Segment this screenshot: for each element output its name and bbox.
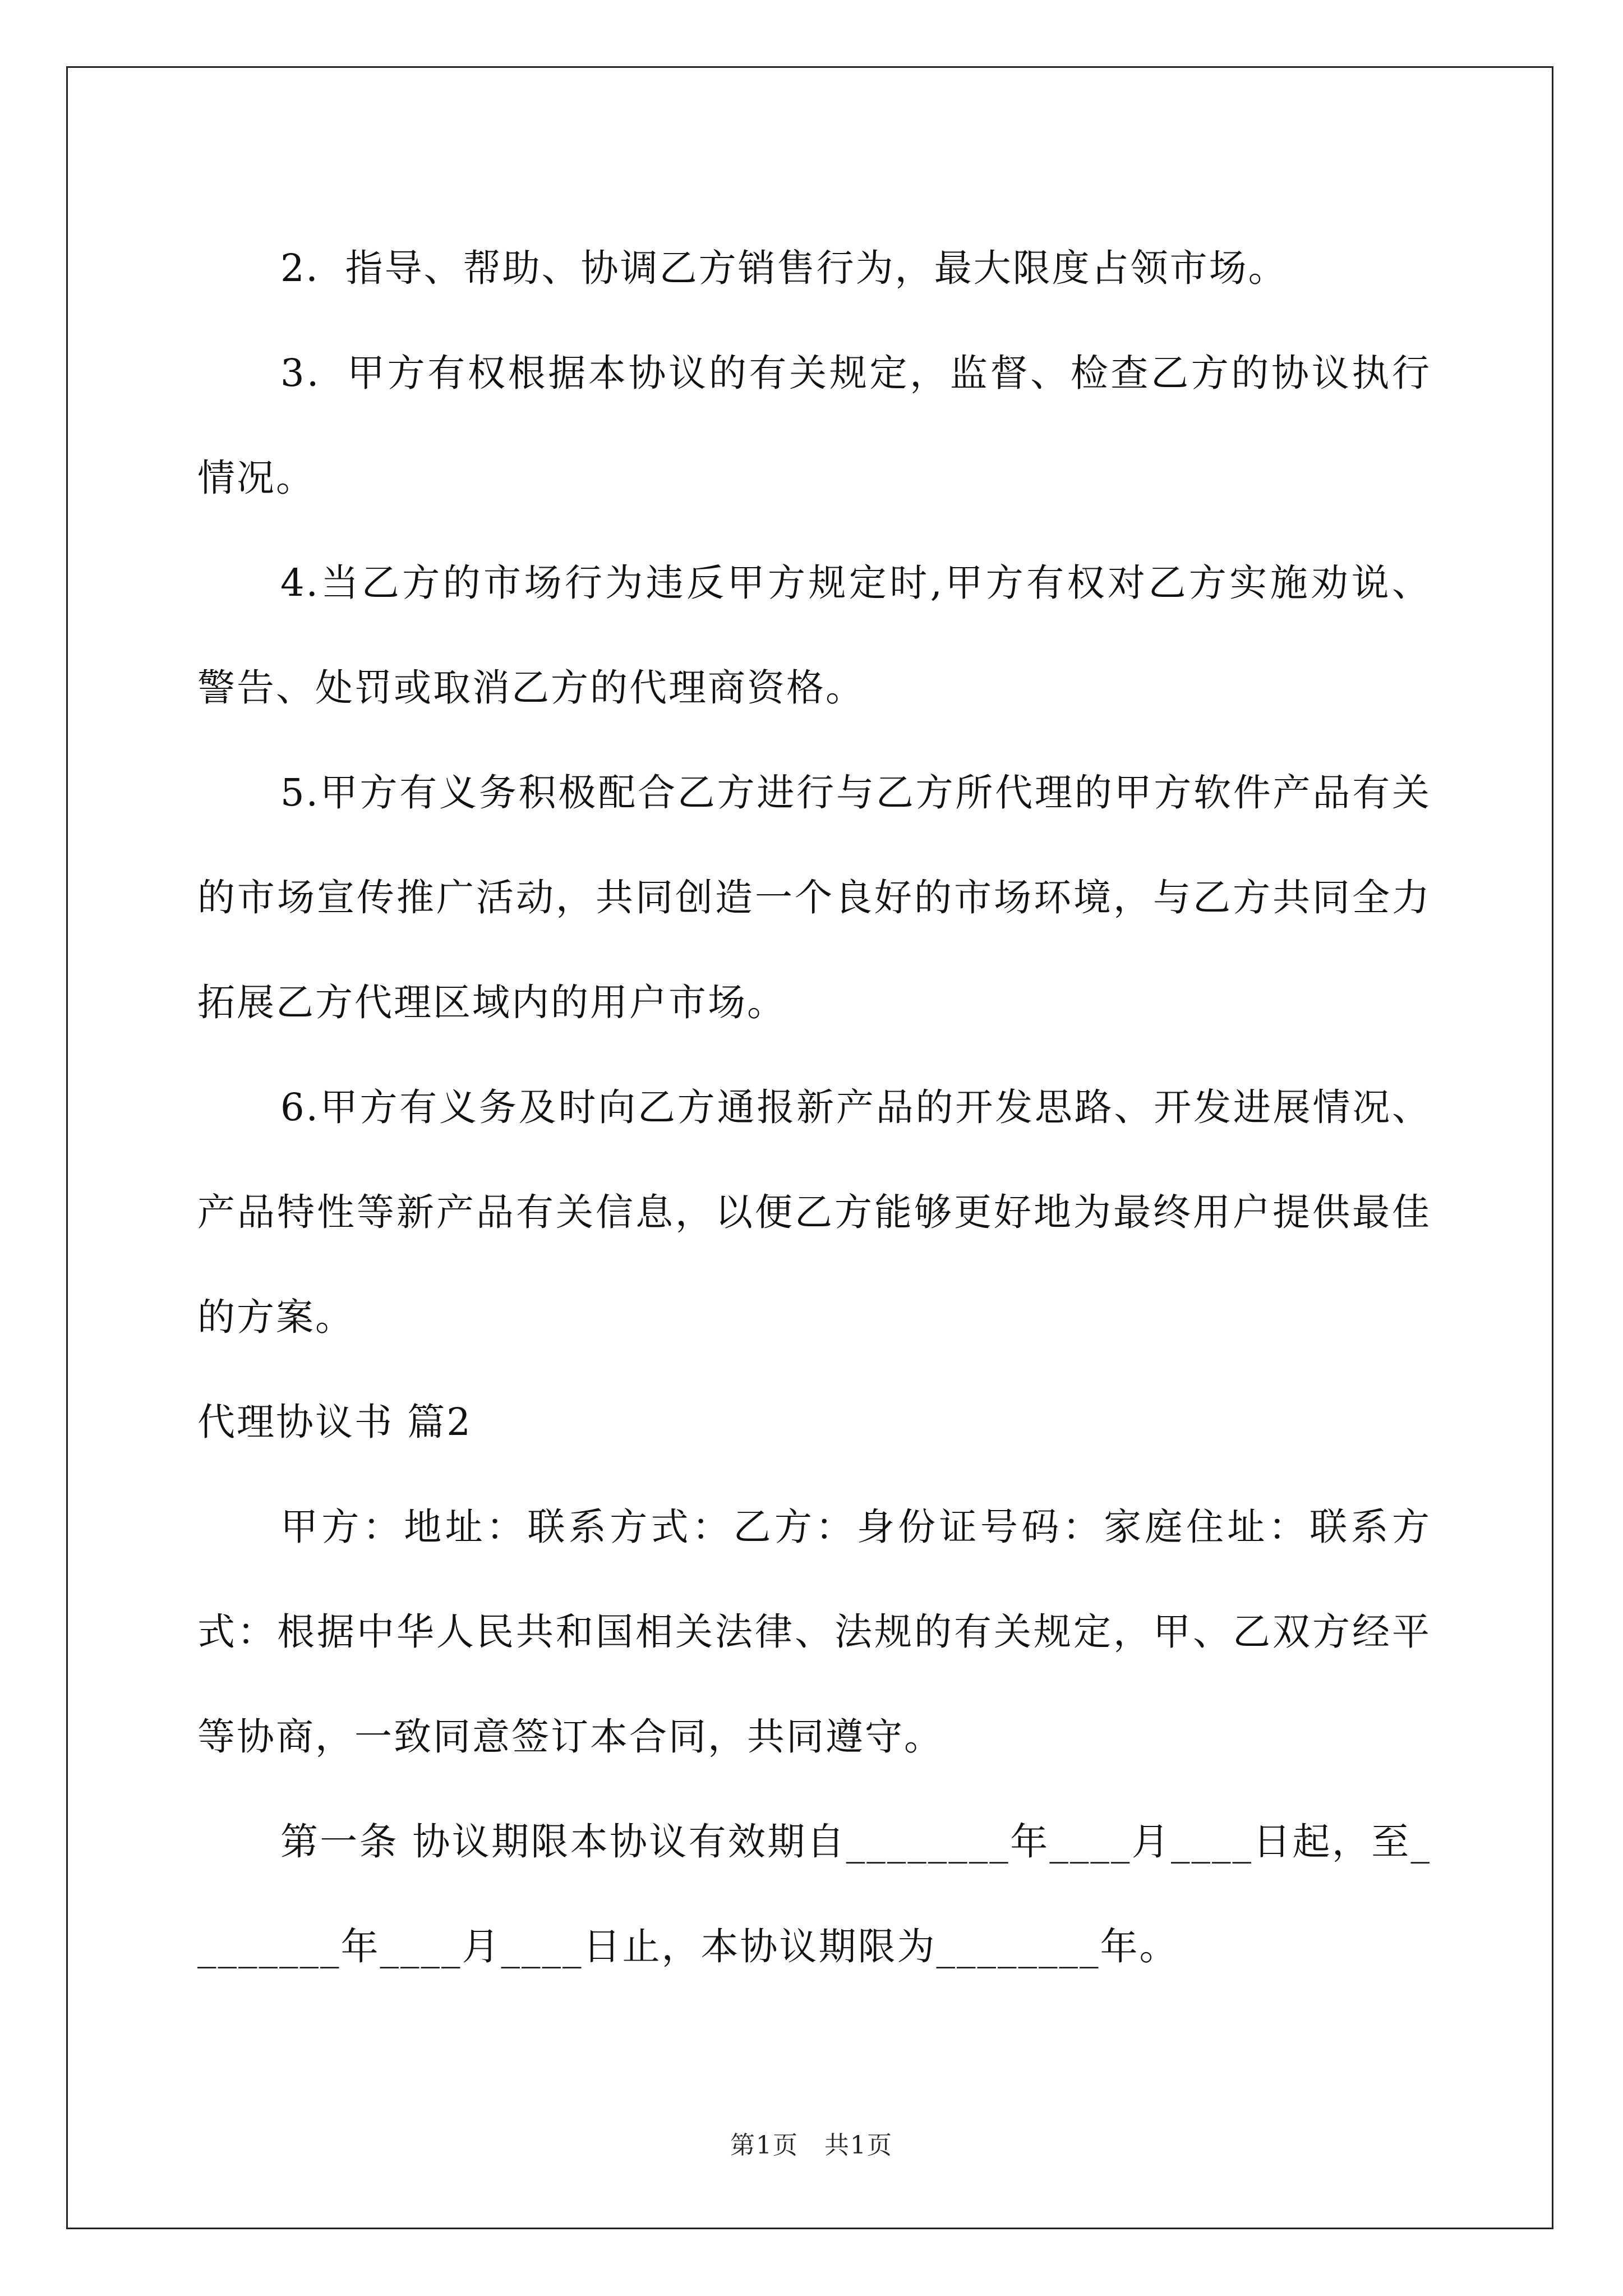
article-one-paragraph: 第一条 协议期限本协议有效期自________年____月____日起，至________年____月____日止，本协议期限为________年。 <box>197 1820 1431 1968</box>
paragraph-item-4: 4.当乙方的市场行为违反甲方规定时,甲方有权对乙方实施劝说、警告、处罚或取消乙方的代理商资格。 <box>197 561 1431 710</box>
paragraph-item-5: 5.甲方有义务积极配合乙方进行与乙方所代理的甲方软件产品有关的市场宣传推广活动，共同创造一个良好的市场环境，与乙方共同全力拓展乙方代理区域内的用户市场。 <box>197 771 1431 1024</box>
paragraph-item-3: 3．甲方有权根据本协议的有关规定，监督、检查乙方的协议执行情况。 <box>197 351 1431 500</box>
page-number-footer: 第1页 共1页 <box>730 2131 893 2160</box>
section-heading: 代理协议书 篇2 <box>197 1400 472 1444</box>
parties-paragraph: 甲方：地址：联系方式：乙方：身份证号码：家庭住址：联系方式：根据中华人民共和国相关法律、法规的有关规定，甲、乙双方经平等协商，一致同意签订本合同，共同遵守。 <box>197 1505 1431 1759</box>
paragraph-item-2: 2．指导、帮助、协调乙方销售行为，最大限度占领市场。 <box>280 246 1288 290</box>
document-body <box>197 216 1431 1999</box>
paragraph-item-6: 6.甲方有义务及时向乙方通报新产品的开发思路、开发进展情况、产品特性等新产品有关信息，以便乙方能够更好地为最终用户提供最佳的方案。 <box>197 1085 1431 1339</box>
